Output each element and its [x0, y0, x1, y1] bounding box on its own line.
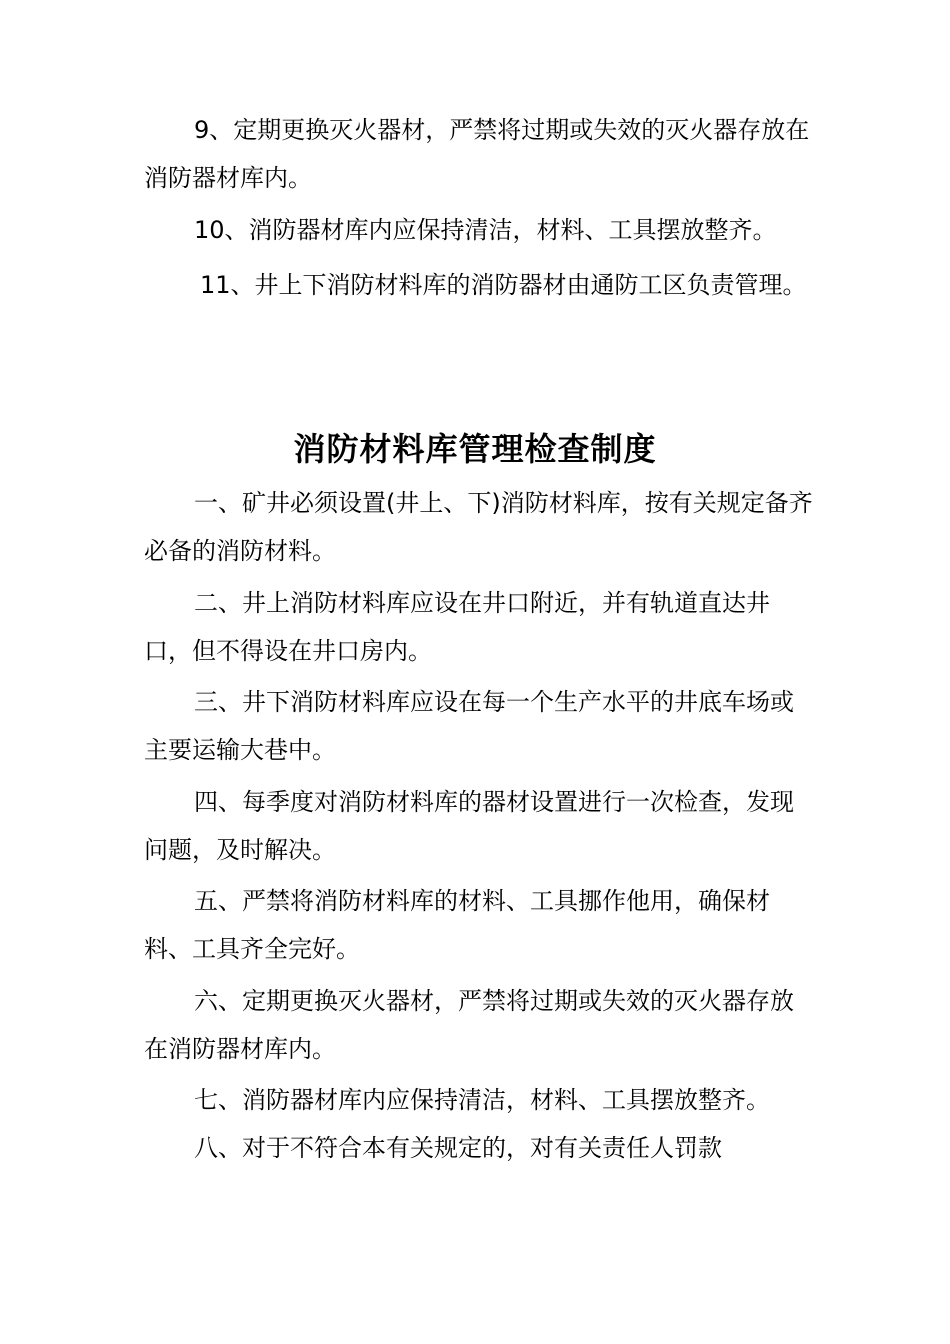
clause-6: 六、定期更换灭火器材，严禁将过期或失效的灭火器存放在消防器材库内。: [144, 987, 794, 1063]
clause-10: 10、消防器材库内应保持清洁，材料、工具摆放整齐。: [194, 216, 777, 244]
clause-9: 9、定期更换灭火器材，严禁将过期或失效的灭火器存放在消防器材库内。: [144, 116, 810, 192]
clause-2: 二、井上消防材料库应设在井口附近，并有轨道直达井口，但不得设在井口房内。: [144, 589, 770, 665]
clause-7: 七、消防器材库内应保持清洁，材料、工具摆放整齐。: [194, 1086, 770, 1114]
clause-1: 一、矿井必须设置(井上、下)消防材料库，按有关规定备齐必备的消防材料。: [144, 489, 813, 565]
clause-8: 八、对于不符合本有关规定的，对有关责任人罚款: [194, 1134, 722, 1162]
clause-11: 11、井上下消防材料库的消防器材由通防工区负责管理。: [200, 271, 807, 299]
clause-4: 四、每季度对消防材料库的器材设置进行一次检查，发现问题，及时解决。: [144, 788, 794, 864]
clause-5: 五、严禁将消防材料库的材料、工具挪作他用，确保材料、工具齐全完好。: [144, 887, 770, 963]
section-title: 消防材料库管理检查制度: [293, 430, 657, 468]
clause-3: 三、井下消防材料库应设在每一个生产水平的井底车场或主要运输大巷中。: [144, 688, 794, 764]
